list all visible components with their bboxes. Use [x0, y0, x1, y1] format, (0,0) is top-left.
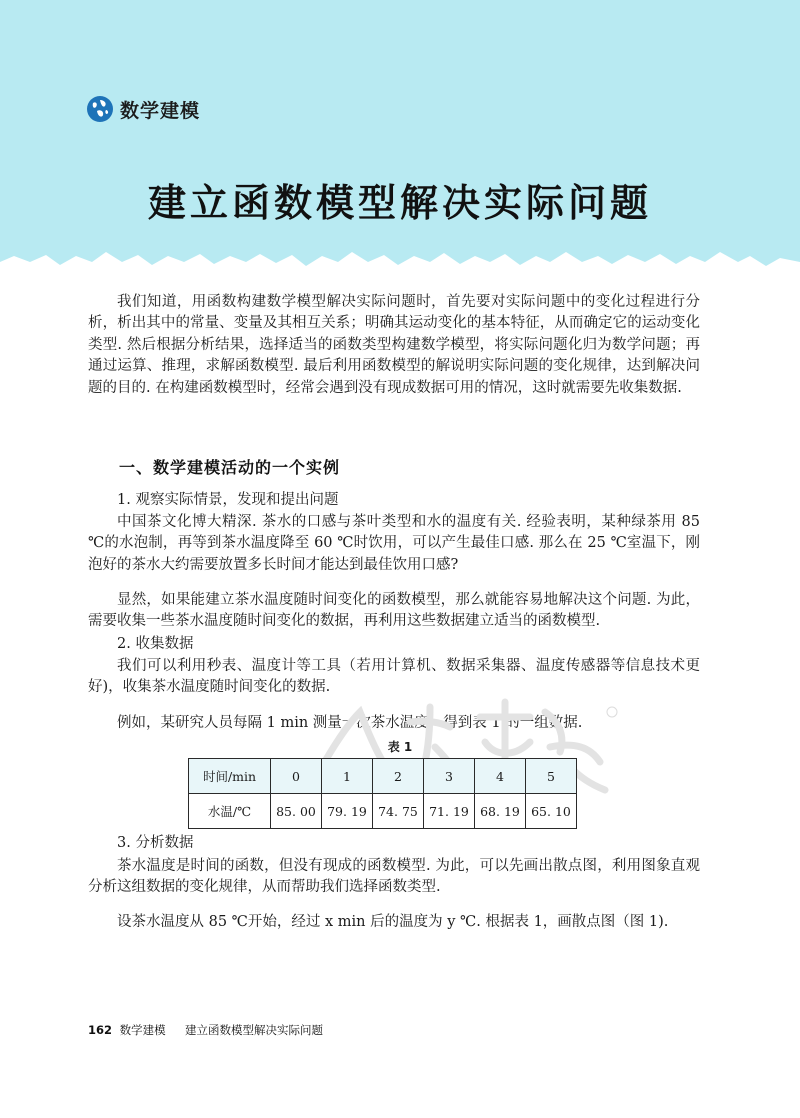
table-caption: 表 1	[387, 740, 413, 754]
step2-paragraph-2: 例如，某研究人员每隔 1 min 测量一次茶水温度，得到表 1 的一组数据.	[117, 715, 583, 731]
section-label: 数学建模	[120, 99, 201, 122]
step1-title: 1. 观察实际情景，发现和提出问题	[117, 492, 339, 508]
table-cell: 3	[424, 759, 475, 794]
step2-title: 2. 收集数据	[117, 636, 194, 652]
intro-paragraph: 我们知道，用函数构建数学模型解决实际问题时，首先要对实际问题中的变化过程进行分析，析出其中的常量、变量及其相互关系；明确其运动变化的基本特征，从而确定它的运动变化类型. 然后根据分析结果，选择适当的函数类型构建数学模型，将实际问题化归为数学问题；再通过运算、推理，求解函数模型. 最后利用函数模型的解说明实际问题的变化规律，达到解决问题的目的. 在构建函数模型时，经常会遇到没有现成数据可用的情况，这时就需要先收集数据.	[88, 294, 700, 396]
table-cell: 85. 00	[271, 794, 322, 829]
step2-paragraph-1: 我们可以利用秒表、温度计等工具（若用计算机、数据采集器、温度传感器等信息技术更好)，收集茶水温度随时间变化的数据.	[88, 658, 700, 696]
table-row-header: 水温/℃	[189, 794, 271, 829]
table-cell: 4	[475, 759, 526, 794]
table-cell: 71. 19	[424, 794, 475, 829]
globe-icon	[86, 95, 114, 123]
step3-paragraph-1: 茶水温度是时间的函数，但没有现成的函数模型. 为此，可以先画出散点图，利用图象直观分析这组数据的变化规律，从而帮助我们选择函数类型.	[88, 858, 700, 896]
page-number: 162	[88, 1023, 113, 1037]
table-cell: 1	[322, 759, 373, 794]
table-cell: 5	[526, 759, 577, 794]
table-row-temperature	[189, 794, 577, 829]
section-heading: 一、数学建模活动的一个实例	[119, 458, 341, 477]
banner-torn-paper-background	[0, 0, 800, 290]
footer-section: 数学建模	[119, 1023, 166, 1037]
section-tag	[86, 94, 200, 124]
table-cell: 65. 10	[526, 794, 577, 829]
step1-paragraph-2: 显然，如果能建立茶水温度随时间变化的函数模型，那么就能容易地解决这个问题. 为此，需要收集一些茶水温度随时间变化的数据，再利用这些数据建立适当的函数模型.	[88, 592, 700, 630]
table-cell: 2	[373, 759, 424, 794]
table-cell: 79. 19	[322, 794, 373, 829]
step1-paragraph-1: 中国茶文化博大精深. 茶水的口感与茶叶类型和水的温度有关. 经验表明，某种绿茶用 85 ℃的水泡制，再等到茶水温度降至 60 ℃时饮用，可以产生最佳口感. 那么在 25 ℃室温下，刚泡好的茶水大约需要放置多长时间才能达到最佳饮用口感?	[88, 514, 700, 573]
footer-title: 建立函数模型解决实际问题	[184, 1023, 323, 1037]
table-cell: 0	[271, 759, 322, 794]
page-title: 建立函数模型解决实际问题	[147, 181, 652, 225]
step3-title: 3. 分析数据	[117, 835, 194, 851]
header-banner	[0, 0, 800, 290]
data-table	[188, 758, 577, 829]
table-row-header: 时间/min	[189, 759, 271, 794]
table-row-time	[189, 759, 577, 794]
table-cell: 74. 75	[373, 794, 424, 829]
step3-paragraph-2: 设茶水温度从 85 ℃开始，经过 x min 后的温度为 y ℃. 根据表 1，画散点图（图 1).	[117, 914, 669, 930]
page-footer	[88, 1022, 323, 1038]
table-cell: 68. 19	[475, 794, 526, 829]
